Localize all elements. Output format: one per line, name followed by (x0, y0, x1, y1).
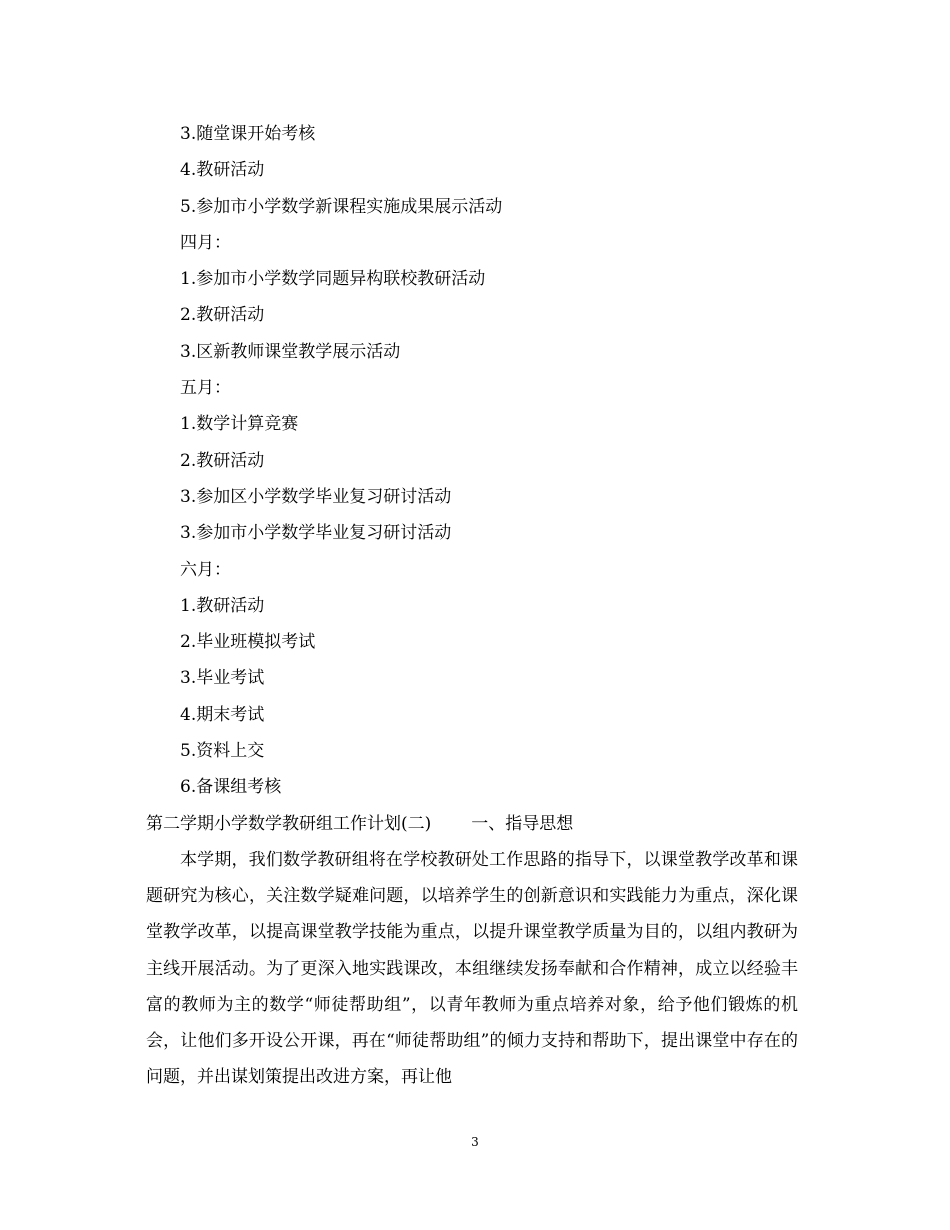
section-subtitle: 一、指导思想 (471, 813, 574, 834)
body-paragraph: 本学期，我们数学教研组将在学校教研处工作思路的指导下，以课堂教学改革和课题研究为核心，关注数学疑难问题，以培养学生的创新意识和实践能力为重点，深化课堂教学改革，以提高课堂教学技能为重点，以提升课堂教学质量为目的，以组内教研为主线开展活动。为了更深入地实践课改，本组继续发扬奉献和合作精神，成立以经验丰富的教师为主的数学“师徒帮助组”，以青年教师为重点培养对象，给予他们锻炼的机会，让他们多开设公开课，再在“师徒帮助组”的倾力支持和帮助下，提出课堂中存在的问题，并出谋划策提出改进方案，再让他 (146, 849, 798, 1088)
list-item: 1.参加市小学数学同题异构联校教研活动 (180, 269, 486, 290)
list-item: 2.教研活动 (180, 305, 265, 326)
page-content (146, 116, 806, 1095)
list-item: 3.区新教师课堂教学展示活动 (180, 341, 401, 362)
list-item: 5.资料上交 (180, 741, 265, 762)
list-item: 3.毕业考试 (180, 668, 265, 689)
list-item: 2.教研活动 (180, 450, 265, 471)
list-item: 6.备课组考核 (180, 777, 282, 798)
list-item: 4.期末考试 (180, 704, 265, 725)
month-label-april: 四月： (180, 232, 231, 253)
section-title: 第二学期小学数学教研组工作计划(二) (146, 813, 432, 834)
list-item: 2.毕业班模拟考试 (180, 632, 316, 653)
list-item: 1.数学计算竞赛 (180, 414, 299, 435)
month-label-may: 五月： (180, 378, 231, 399)
list-item: 3.随堂课开始考核 (180, 124, 316, 144)
list-item: 3.参加市小学数学毕业复习研讨活动 (180, 523, 452, 544)
month-label-june: 六月： (180, 559, 231, 580)
list-item: 4.教研活动 (180, 160, 265, 181)
list-item: 3.参加区小学数学毕业复习研讨活动 (180, 486, 452, 507)
page-number: 3 (471, 1135, 479, 1149)
section-heading (146, 806, 806, 842)
list-item: 1.教研活动 (180, 595, 265, 616)
list-item: 5.参加市小学数学新课程实施成果展示活动 (180, 196, 503, 217)
